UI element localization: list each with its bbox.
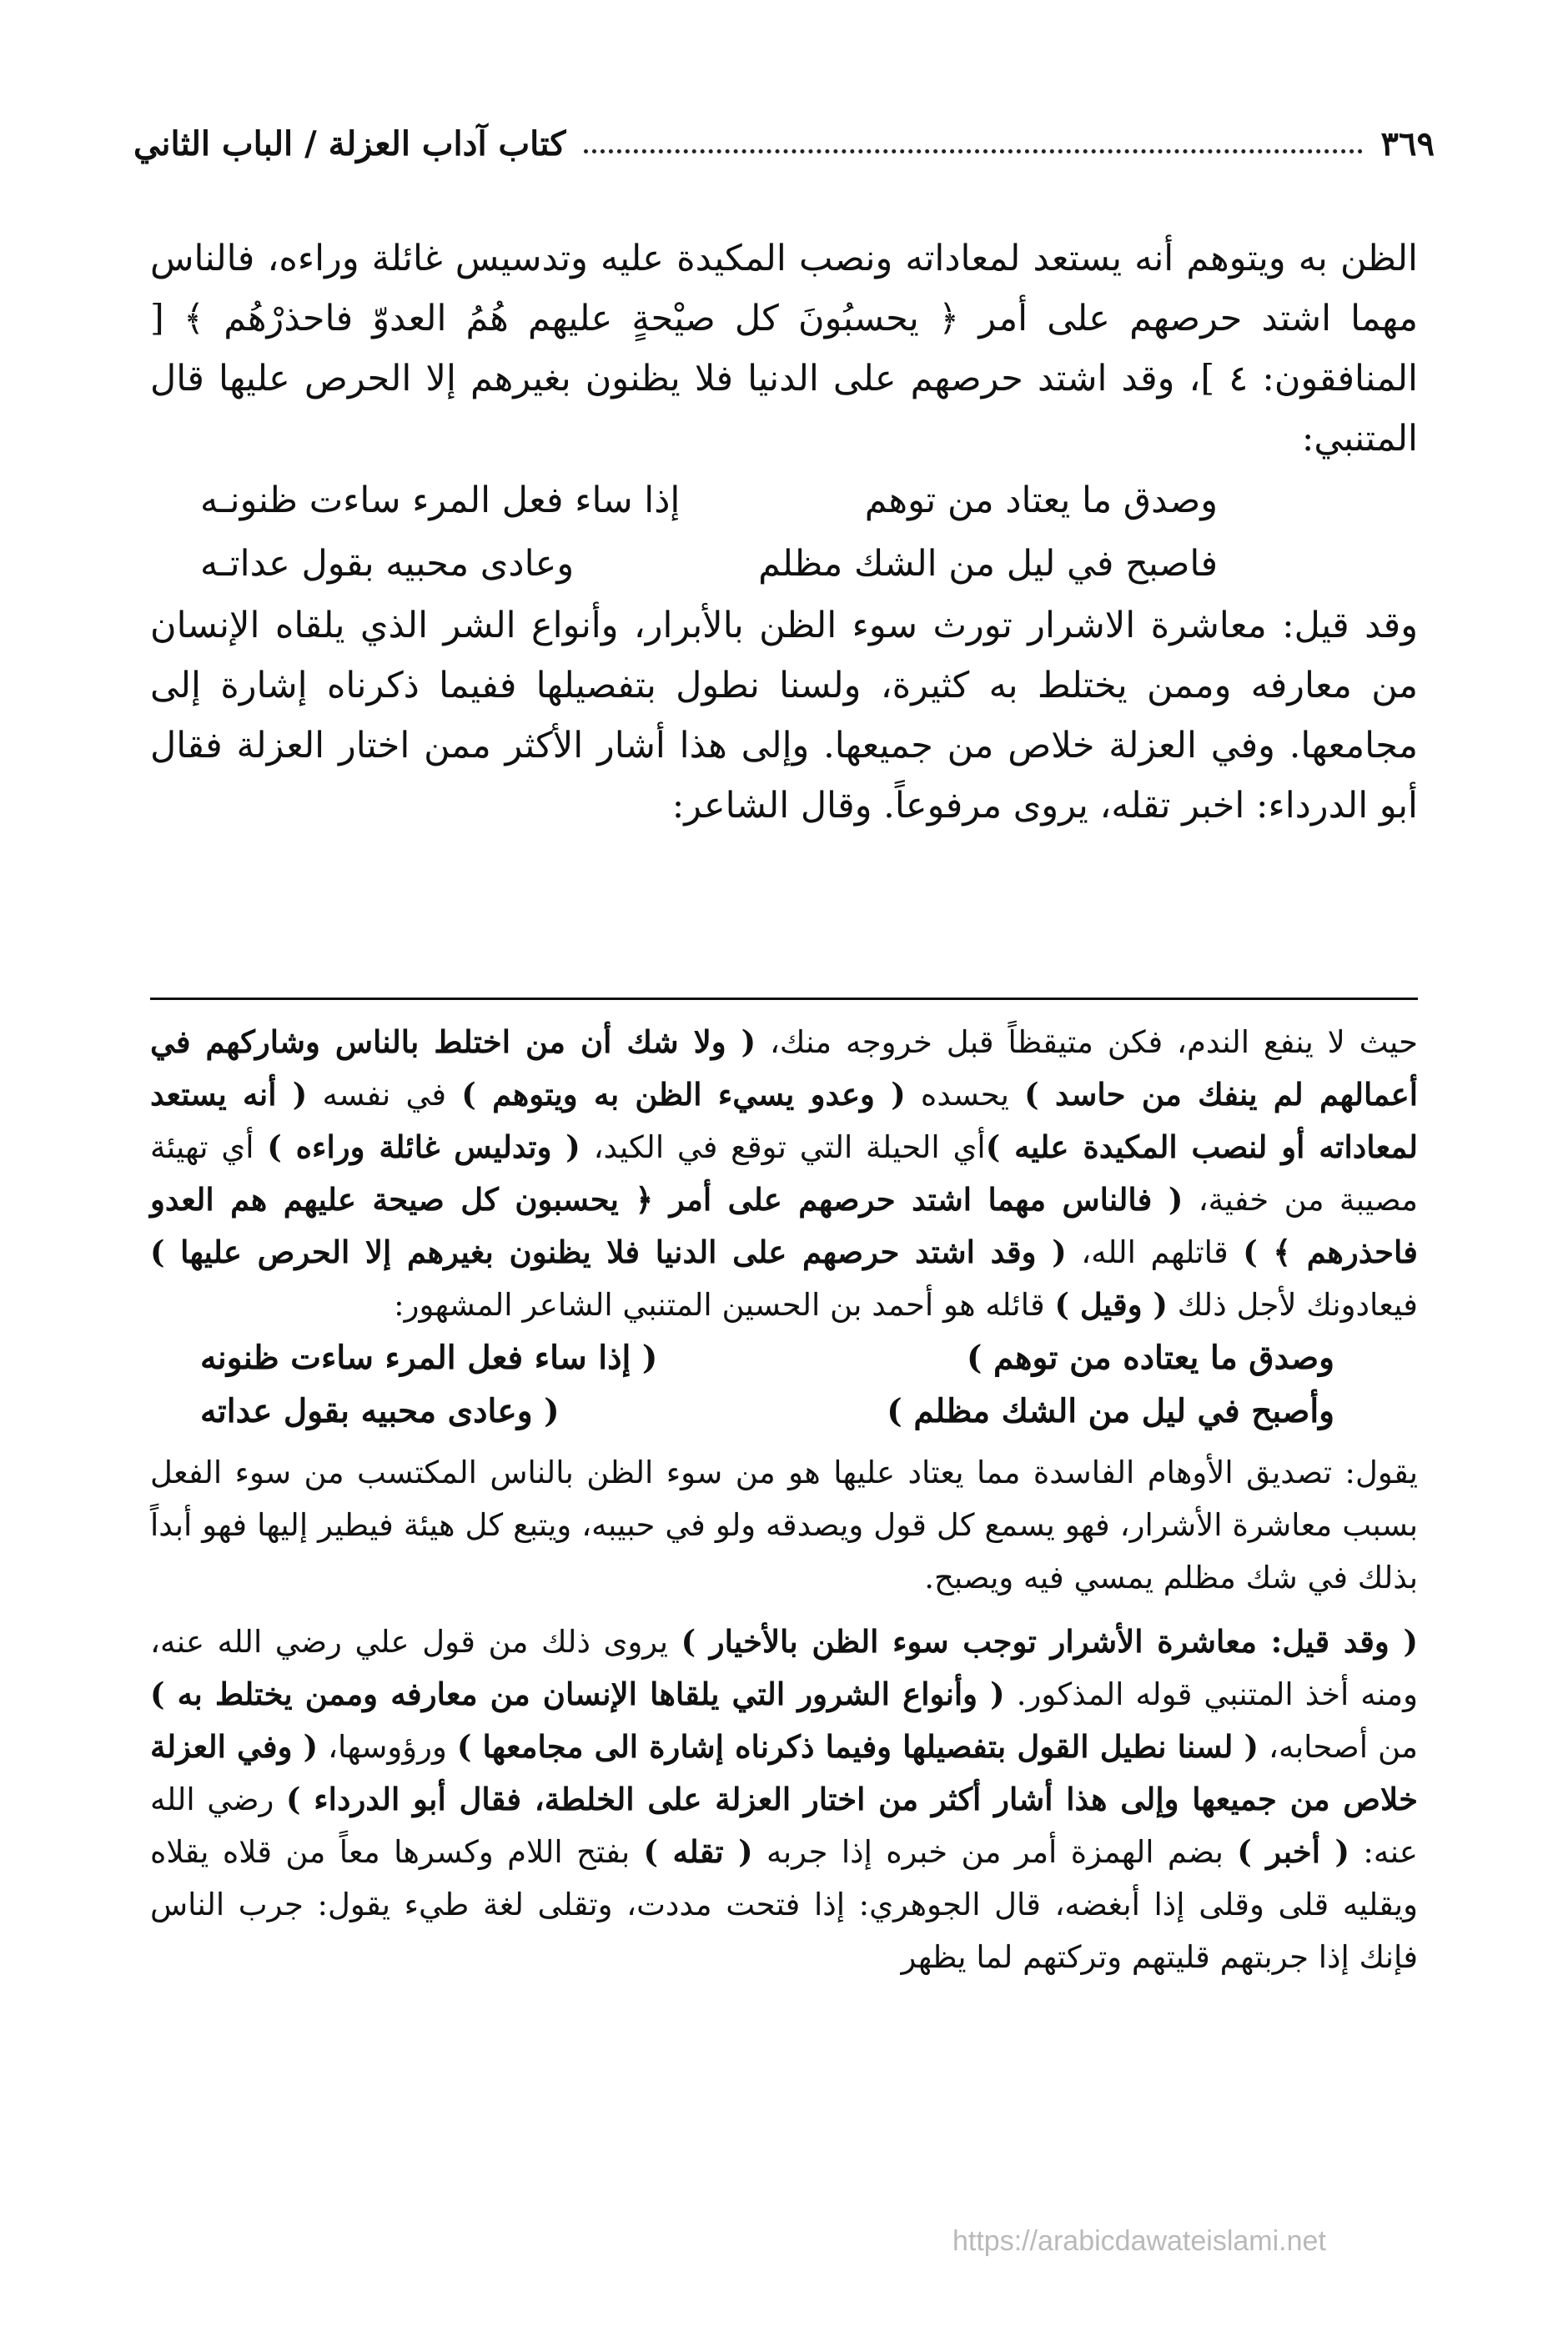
main-paragraph-2: وقد قيل: معاشرة الاشرار تورث سوء الظن بالأبرار، وأنواع الشر الذي يلقاه الإنسان من معارفه وممن يختلط به كثيرة، ولسنا نطول بتفصيلها ففيما ذكرناه إشارة إلى مجامعها. وفي العزلة خلاص من جميعها. وإلى هذا أشار الأكثر ممن اختار العزلة فقال أبو الدرداء: اخبر تقله، يروى مرفوعاً. وقال الشاعر: [150,605,1418,827]
commentary-quote: ( ولا شك أن من اختلط بالناس وشاركهم في أعمالهم لم ينفك من حاسد ) [150,1023,1418,1113]
header-title: كتاب آداب العزلة / الباب الثاني [133,123,566,163]
commentary-text-run: قائله هو أحمد بن الحسين المتنبي الشاعر المشهور: [394,1287,1055,1323]
verse-hemistich-first: وعادى محبيه بقول عداتـه [200,543,575,585]
commentary-text-run: رضي الله عنه: [150,1782,1418,1870]
verse-hemistich-second: فاصبح في ليل من الشك مظلم [758,543,1218,585]
main-verse-2 [150,532,1418,596]
commentary-paragraph-1 [150,1016,1418,1331]
commentary-text [150,1016,1418,1983]
commentary-text-run: من أصحابه، [1259,1729,1418,1765]
commentary-quote: ( وقد قيل: معاشرة الأشرار توجب سوء الظن بالأخيار ) [681,1623,1418,1660]
commentary-text-run: يحسده [905,1077,1025,1113]
commentary-quote: ( وأنواع الشرور التي يلقاها الإنسان من معارفه وممن يختلط به ) [150,1676,1005,1712]
verse-hemistich-second: وأصبح في ليل من الشك مظلم ) [887,1392,1334,1430]
commentary-verse-1 [150,1331,1418,1385]
commentary-text-run: في نفسه [307,1077,462,1113]
commentary-verse-2 [150,1385,1418,1438]
verse-hemistich-first: ( إذا ساء فعل المرء ساءت ظنونه [200,1339,658,1377]
commentary-quote: ( لسنا نطيل القول بتفصيلها وفيما ذكرناه إشارة الى مجامعها ) [456,1728,1259,1765]
section-divider [150,998,1418,1000]
commentary-paragraph-2: يقول: تصديق الأوهام الفاسدة مما يعتاد عليها هو من سوء الظن بالناس المكتسب من سوء الفعل بسبب معاشرة الأشرار، فهو يسمع كل قول ويصدقه ولو في حبيبه، ويتبع كل هيئة فيطير إليها فهو أبداً بذلك في شك مظلم يمسي فيه ويصبح. [150,1455,1418,1596]
commentary-quote: ( وقيل ) [1054,1286,1168,1323]
commentary-text-run: يروى ذلك من قول علي رضي الله عنه، ومنه أخذ المتنبي قوله المذكور. [150,1624,1418,1712]
commentary-text-run: ورؤوسها، [318,1729,457,1765]
commentary-quote: ( فالناس مهما اشتد حرصهم على أمر ﴿ يحسبون كل صيحة عليهم هم العدو فاحذرهم ﴾ ) [150,1181,1418,1270]
commentary-text-run: أي تهيئة مصيبة من خفية، [150,1129,1418,1218]
page-number: ٣٦٩ [1380,123,1435,163]
main-paragraph-1: الظن به ويتوهم أنه يستعد لمعاداته ونصب المكيدة عليه وتدسيس غائلة وراءه، فالناس مهما اشتد حرصهم على أمر ﴿ يحسبُونَ كل صيْحةٍ عليهم هُمُ العدوّ فاحذرْهُم ﴾ [ المنافقون: ٤ ]، وقد اشتد حرصهم على الدنيا فلا يظنون بغيرهم إلا الحرص عليها قال المتنبي: [150,238,1419,460]
commentary-quote: ( أخبر ) [1237,1833,1350,1870]
commentary-quote: ( تقله ) [643,1833,753,1870]
commentary-quote: ( وتدليس غائلة وراءه ) [267,1128,580,1165]
commentary-text-run: حيث لا ينفع الندم، فكن متيقظاً قبل خروجه منك، [756,1024,1418,1060]
commentary-text-run: أي الحيلة التي توقع في الكيد، [580,1129,986,1165]
commentary-quote: ( وفي العزلة خلاص من جميعها وإلى هذا أشار أكثر من اختار العزلة على الخلطة، فقال أبو الدرداء ) [150,1728,1418,1817]
dotted-leader [584,149,1362,153]
commentary-paragraph-3 [150,1616,1418,1983]
verse-hemistich-first: ( وعادى محبيه بقول عداته [200,1392,560,1430]
commentary-text-run: قاتلهم الله، [1066,1234,1244,1270]
commentary-quote: ( وعدو يسيء الظن به ويتوهم ) [461,1076,906,1113]
verse-hemistich-first: إذا ساء فعل المرء ساءت ظنونـه [200,480,681,521]
commentary-text-run: بفتح اللام وكسرها معاً من قلاه يقلاه ويقليه قلى وقلى إذا أبغضه، قال الجوهري: إذا فتحت مددت، وتقلى لغة طيء يقول: جرب الناس فإنك إذا جربتهم قليتهم وتركتهم لما يظهر [150,1834,1418,1975]
main-verse-1 [150,469,1418,532]
running-header [133,117,1435,170]
commentary-quote: ( أنه يستعد لمعاداته أو لنصب المكيدة عليه ) [150,1076,1418,1165]
verse-hemistich-second: وصدق ما يعتاده من توهم ) [966,1339,1334,1377]
site-watermark: https://arabicdawateislami.net [952,2225,1326,2257]
main-text [150,229,1418,836]
commentary-text-run: فيعادونك لأجل ذلك [1167,1287,1418,1323]
commentary-text-run: بضم الهمزة أمر من خبره إذا جربه [752,1834,1238,1870]
verse-hemistich-second: وصدق ما يعتاد من توهم [864,480,1218,521]
commentary-quote: ( وقد اشتد حرصهم على الدنيا فلا يظنون بغيرهم إلا الحرص عليها ) [150,1234,1067,1270]
